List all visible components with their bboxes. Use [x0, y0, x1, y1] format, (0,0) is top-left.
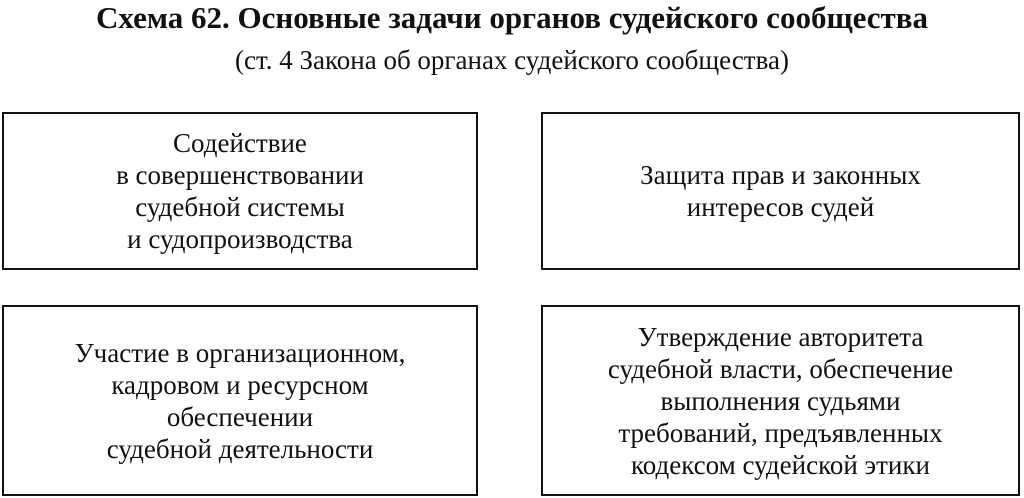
- task-box-organizational-support: [2, 305, 478, 496]
- task-box-text: Утверждение авторитета судебной власти, обеспечение выполнения судьями требований, предъявленных кодексом судейской этики: [607, 321, 954, 480]
- task-box-judges-rights-protection: [541, 112, 1020, 270]
- task-box-text: Содействие в совершенствовании судебной системы и судопроизводства: [116, 128, 364, 254]
- task-box-text: Участие в организационном, кадровом и ресурсном обеспечении судебной деятельности: [74, 337, 406, 464]
- task-box-judicial-authority: [541, 305, 1020, 496]
- diagram-subtitle: (ст. 4 Закона об органах судейского сообщества): [235, 45, 789, 75]
- diagram-title: Схема 62. Основные задачи органов судейского сообщества: [96, 0, 928, 35]
- task-box-judicial-system-improvement: [2, 112, 478, 270]
- task-box-text: Защита прав и законных интересов судей: [640, 160, 921, 222]
